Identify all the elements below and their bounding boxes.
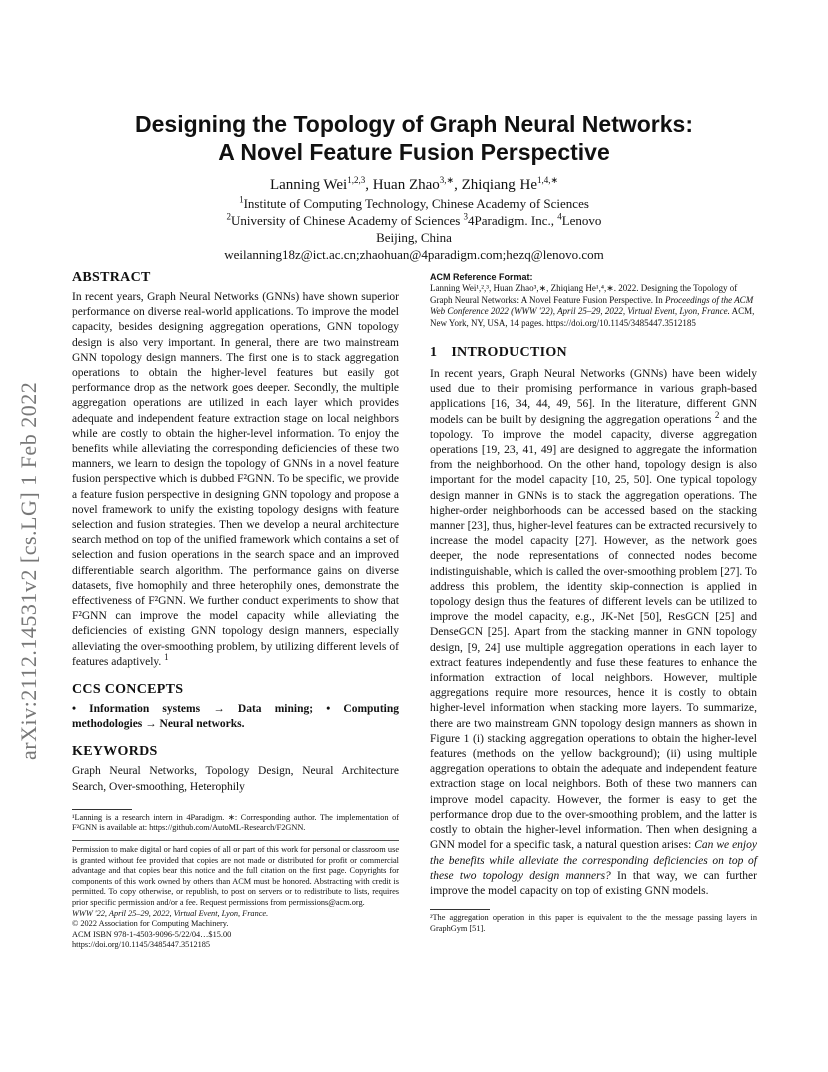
introduction-body [430,367,757,899]
affil-text: 4Paradigm. Inc., [468,213,558,228]
title-line-1: Designing the Topology of Graph Neural Networks: [135,111,693,137]
affil-mark: 4 [557,211,562,222]
ccs-text: • Information systems → Data mining; • Computing methodologies → Neural networks. [72,703,399,731]
introduction-heading [430,345,757,361]
acm-reference-text [430,283,757,329]
section-number: 1 [430,345,438,360]
footnote-rule [72,809,132,810]
right-column [430,272,757,934]
footnote-rule [430,909,490,910]
affil-mark: 2 [226,211,232,222]
footnote-mark: 1 [164,652,169,663]
keywords-text: Graph Neural Networks, Topology Design, Neural Architecture Search, Over-smoothing, Heterophily [72,765,399,793]
section-title: INTRODUCTION [451,345,567,360]
affiliation-line [0,212,828,229]
affil-text: Institute of Computing Technology, Chinese Academy of Sciences [243,196,589,211]
paper-title [0,110,828,166]
author-name: Huan Zhao [372,177,440,193]
permission-text: Permission to make digital or hard copies of all or part of this work for personal or classroom use is granted without fee provided that copies are not made or distributed for profit or commercial advantage and that copies bear this notice and the full citation on the first page. Copyrights for components of this work owned by others than ACM must be honored. Abstracting with credit is permitted. To copy otherwise, or republish, to post on servers or to redistribute to lists, requires prior specific permission and/or a fee. Request permissions from permissions@acm.org. [72,845,399,908]
author-emails: weilanning18z@ict.ac.cn;zhaohuan@4paradigm.com;hezq@lenovo.com [224,247,604,262]
affil-mark: 1 [239,194,244,205]
affiliation-line: Beijing, China [376,230,452,245]
acm-reference-heading: ACM Reference Format: [430,272,533,282]
doi-line: https://doi.org/10.1145/3485447.3512185 [72,940,211,950]
acm-ref-part: ACM, New York, NY, USA, 14 pages. https://doi.org/10.1145/3485447.3512185 [430,306,755,328]
title-line-2: A Novel Feature Fusion Perspective [218,139,610,165]
author-affil-mark: 3,∗ [439,175,455,185]
affil-mark: 3 [463,211,469,222]
affiliations [0,195,828,263]
acm-ref-venue: Proceedings of the ACM Web Conference 2022 (WWW '22), April 25–29, 2022, Virtual Event, Lyon, France. [430,294,754,316]
abstract-text: In recent years, Graph Neural Networks (GNNs) have shown superior performance on diverse real-world applications. To improve the model capacity, besides designing aggregation operations, GNN topology design is also very important. In general, there are two mainstream GNN topology design manners. The first one is to stack aggregation operations to obtain the higher-level features but easily got performance drop as the network goes deeper. Secondly, the multiple aggregation operations are utilized in each layer which provides adequate and independent feature extraction stage on local neighbors while are costly to obtain the higher-level information. To enjoy the benefits while alleviating the corresponding deficiencies of these two manners, we learn to design the topology of GNNs in a novel feature fusion perspective which is dubbed F²GNN. To be specific, we provide a feature fusion perspective in designing GNN topology and propose a novel framework to unify the existing topology designs with feature selection and fusion strategies. Then we develop a neural architecture search method on top of the unified framework which contains a set of selection and fusion operations in the search space and an improved differentiable search algorithm. The performance gains on diverse datasets, five homophily and three heterophily ones, demonstrate the effectiveness of F²GNN. We further conduct experiments to show that F²GNN can improve the model capacity while alleviating the deficiencies of existing GNN topology design manners, especially alleviating the over-smoothing problem, by utilizing different levels of features adaptively. [72,291,399,668]
ccs-heading: CCS CONCEPTS [72,682,184,698]
intro-text: In that way, we can further improve the model capacity on top of existing GNN models. [430,869,757,897]
author-affil-mark: 1,2,3 [347,175,366,185]
footnote-2-text: ²The aggregation operation in this paper is equivalent to the the message passing layers in GraphGym [51]. [430,913,757,933]
isbn-line: ACM ISBN 978-1-4503-9096-5/22/04…$15.00 [72,929,232,939]
intro-text: and the topology. To improve the model capacity, diverse aggregation operations [19, 23, 41, 49] are designed to aggregate the information from the neighborhood. On the other hand, topology design is also important for the model capacity [10, 25, 50]. One typical topology design manner in GNNs is to stack the aggregation operations. The higher-order neighborhoods can be accessed based on the stacking manner [23], thus, higher-level features can be extracted recursively to increase the model capacity [27]. However, as the network goes deeper, the node representations of connected nodes become indistinguishable, which is called the over-smoothing problem [27]. To address this problem, the identity skip-connection is applied in topology design thus the features of different levels can be utilized to improve the model capacity, e.g., JK-Net [50], ResGCN [25] and DenseGCN [25]. Apart from the stacking manner in GNN topology design, [9, 24] use multiple aggregation operations in each layer to extract features independently and fuse these features to enhance the information extraction of local neighbors. However, multiple aggregations require more resources, hence it is costly to obtain higher-level information when stacking more layers. To summarize, there are two mainstream GNN topology design manners as shown in Figure 1 (i) stacking aggregation operations to obtain the higher-level features (methods on the yellow background); (ii) using multiple aggregation operations to obtain the adequate and independent feature extraction stage on local neighbors. Both of these two manners can improve model capacity. However, the former is easy to get the performance drop due to the over-smoothing problem, and the latter is costly to obtain the higher-level information. Then when designing a GNN model for a specific task, a natural question arises: [430,413,758,852]
acm-ref-part: Lanning Wei¹,²,³, Huan Zhao³,∗, Zhiqiang He¹,⁴,∗. 2022. Designing the Topology of Graph Neural Networks: A Novel Feature Fusion Perspective. In [430,283,738,305]
affil-text: University of Chinese Academy of Sciences [231,213,464,228]
research-question: Can we enjoy the benefits while alleviate the corresponding deficiencies on top of these two topology design manners? [430,839,757,882]
intro-text: In recent years, Graph Neural Networks (GNNs) have been widely used due to their promising performance in various graph-based applications [16, 34, 44, 49, 56]. In the literature, different GNN models can be built by designing the aggregation operations [430,368,757,426]
copyright-line: © 2022 Association for Computing Machinery. [72,919,229,929]
permission-block [72,840,399,951]
author-list: Lanning Wei$^{1,2,3}$, Huan Zhao$^{3,∗}$, Zhiqiang $He^{1,4,∗}$ [269,175,559,193]
footnote-1-text: ¹Lanning is a research intern in 4Paradigm. ∗: Corresponding author. The implementation of F²GNN is available at: https://github.com/AutoML-Research/F2GNN. [72,812,399,833]
affiliation-line [0,195,828,212]
affil-text: Lenovo [561,213,602,228]
abstract-heading: ABSTRACT [72,270,151,285]
left-column [72,270,399,951]
footnote-1 [72,809,399,834]
footnote-mark: 2 [714,409,720,420]
arxiv-identifier: arXiv:2112.14531v2 [cs.LG] 1 Feb 2022 [16,381,41,760]
author-name: Lanning Wei [269,177,348,193]
keywords-heading: KEYWORDS [72,744,158,760]
footnote-2 [430,909,757,934]
author-name: Zhiqiang He [461,177,537,193]
venue-line: WWW '22, April 25–29, 2022, Virtual Event, Lyon, France. [72,908,269,918]
author-affil-mark: 1,4,∗ [536,175,559,185]
abstract-body [72,290,399,670]
